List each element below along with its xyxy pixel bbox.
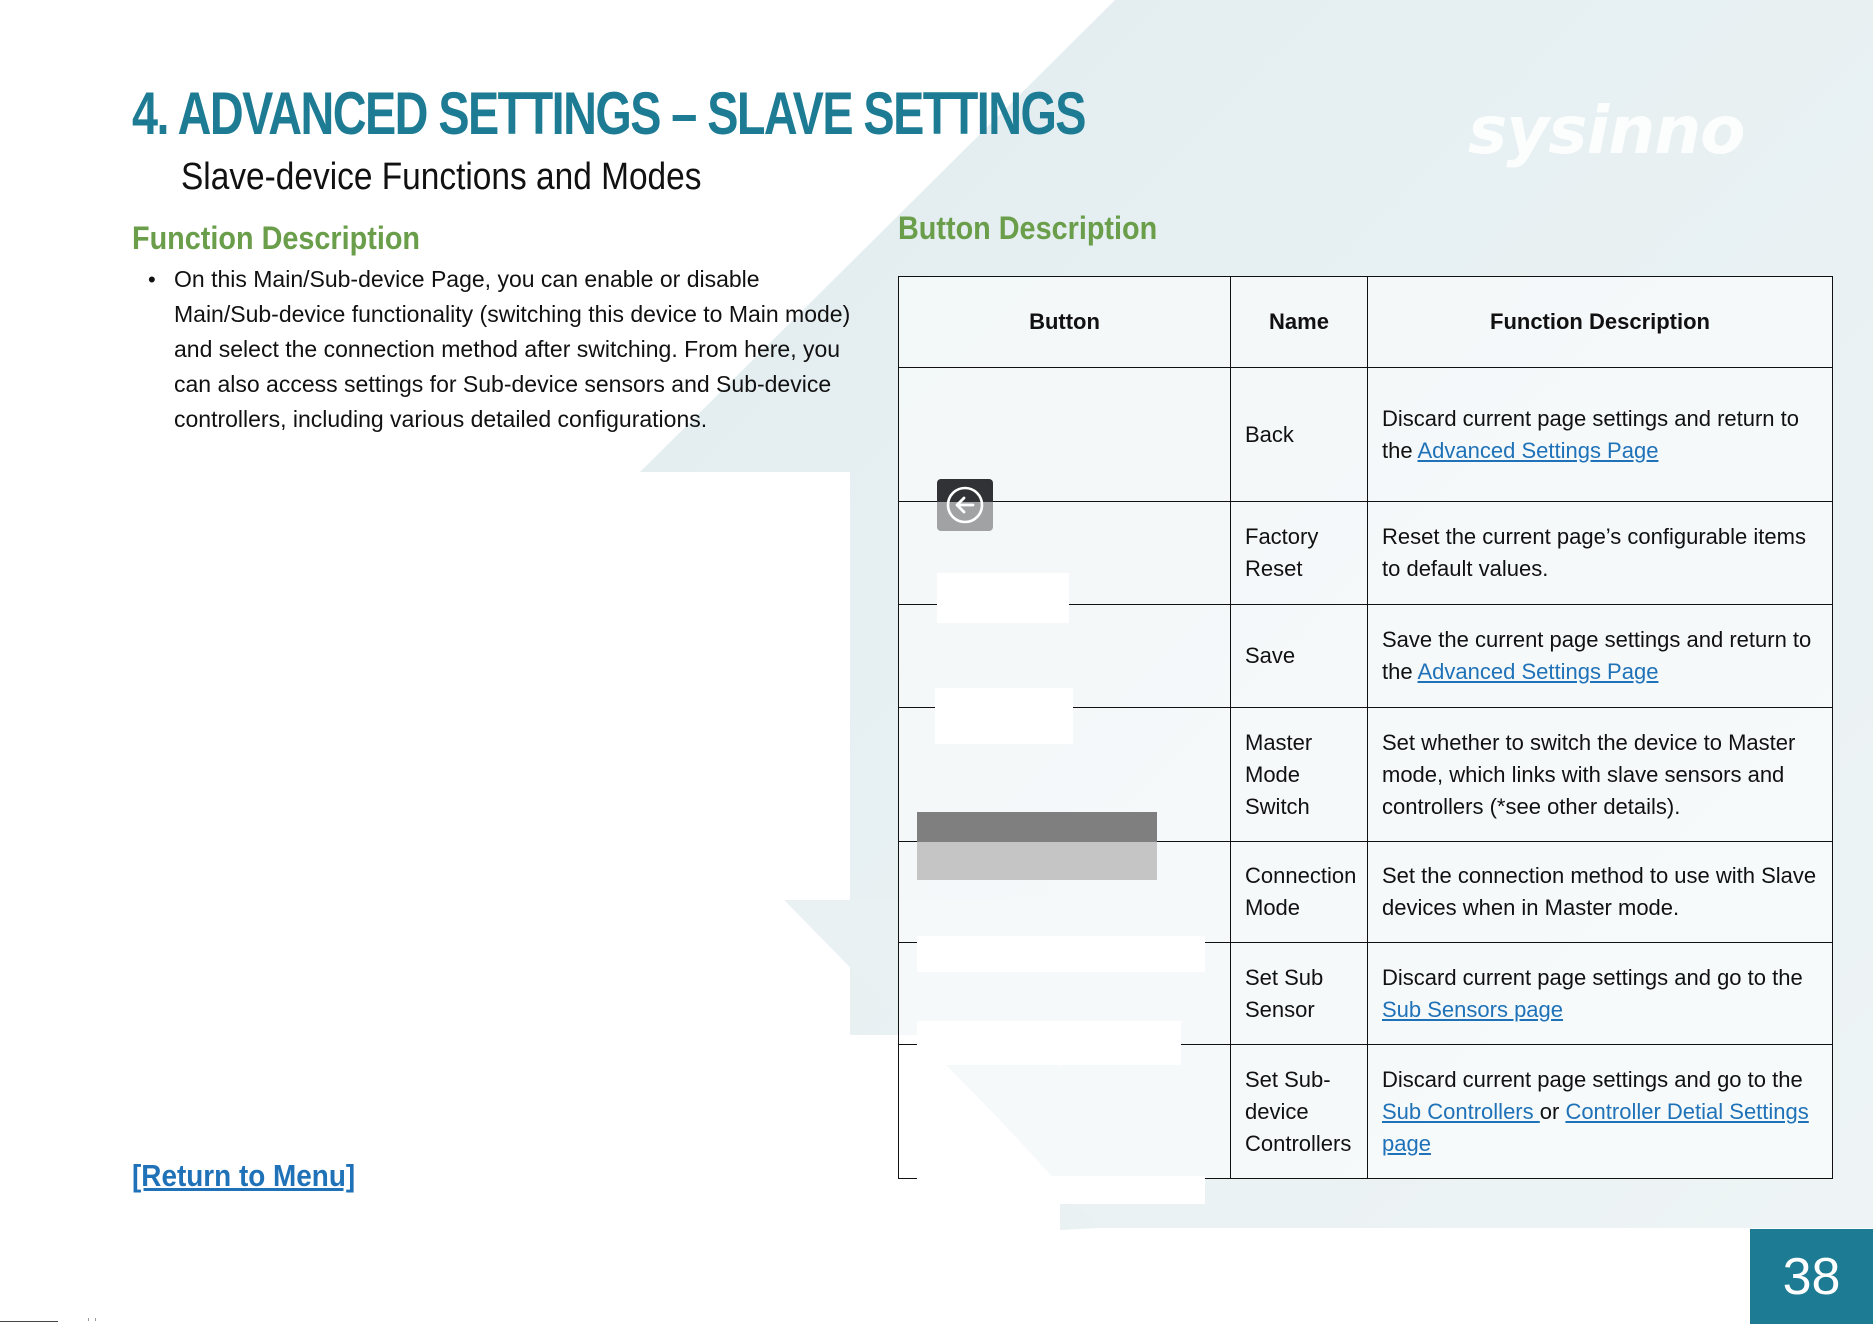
footer-line	[0, 1321, 58, 1322]
row-name-factory-reset: Factory Reset	[1231, 502, 1368, 605]
row-desc-back: Discard current page settings and return to the Advanced Settings Page	[1368, 368, 1833, 502]
connection-mode-image-cell	[899, 842, 1231, 943]
factory-reset-image-cell	[899, 502, 1231, 605]
table-row-connection-mode	[899, 842, 1833, 943]
page-subtitle: Slave-device Functions and Modes	[181, 156, 702, 198]
set-sub-device-controllers-image-cell	[899, 1045, 1231, 1179]
sub-controllers-link[interactable]: Sub Controllers	[1382, 1098, 1540, 1124]
table-row-master-mode-switch	[899, 708, 1833, 842]
page-title: 4. ADVANCED SETTINGS – SLAVE SETTINGS	[132, 80, 1085, 147]
column-header-function-description: Function Description	[1368, 277, 1833, 368]
table-row-save	[899, 605, 1833, 708]
row-name-connection-mode: Connection Mode	[1231, 842, 1368, 943]
row-name-master-mode-switch: Master Mode Switch	[1231, 708, 1368, 842]
set-sub-sensor-image-cell	[899, 943, 1231, 1045]
advanced-settings-page-link[interactable]: Advanced Settings Page	[1417, 659, 1659, 684]
set-sub-device-controllers-button[interactable]	[917, 1176, 1205, 1204]
master-mode-switch-image-cell	[899, 708, 1231, 842]
brand-watermark: sysinno	[1468, 92, 1745, 169]
table-row-set-sub-device-controllers	[899, 1045, 1833, 1179]
column-header-button: Button	[899, 277, 1231, 368]
page-number-badge: 38	[1750, 1229, 1873, 1324]
row-name-set-sub-device-controllers: Set Sub-device Controllers	[1231, 1045, 1368, 1179]
function-description-list	[132, 262, 852, 437]
button-description-heading: Button Description	[898, 210, 1158, 246]
return-to-menu-link[interactable]: [Return to Menu]	[132, 1158, 356, 1193]
row-desc-connection-mode: Set the connection method to use with Slave devices when in Master mode.	[1368, 842, 1833, 943]
row-name-save: Save	[1231, 605, 1368, 708]
save-image-cell	[899, 605, 1231, 708]
table-row-set-sub-sensor	[899, 943, 1833, 1045]
table-row-back	[899, 368, 1833, 502]
button-description-table	[898, 276, 1833, 1179]
row-name-set-sub-sensor: Set Sub Sensor	[1231, 943, 1368, 1045]
row-desc-save: Save the current page settings and return to the Advanced Settings Page	[1368, 605, 1833, 708]
row-name-back: Back	[1231, 368, 1368, 502]
table-header-row	[899, 277, 1833, 368]
function-description-heading: Function Description	[132, 220, 420, 256]
sub-sensors-page-link[interactable]: Sub Sensors page	[1382, 996, 1564, 1022]
advanced-settings-page-link[interactable]: Advanced Settings Page	[1417, 437, 1659, 463]
row-desc-factory-reset: Reset the current page’s configurable items to default values.	[1368, 502, 1833, 605]
row-desc-master-mode-switch: Set whether to switch the device to Master mode, which links with slave sensors and controllers (*see other details).	[1368, 708, 1833, 842]
function-description-item: • On this Main/Sub-device Page, you can enable or disable Main/Sub-device functionality (switching this device to Main mode) and select the connection method after switching. From here, you can also access settings for Sub-device sensors and Sub-device controllers, including various detailed configurations.	[132, 262, 852, 437]
row-desc-set-sub-device-controllers: Discard current page settings and go to the Sub Controllers or Controller Detial Settings page	[1368, 1045, 1833, 1179]
table-row-factory-reset	[899, 502, 1833, 605]
footer-mark	[88, 1318, 96, 1321]
controller-detail-settings-link[interactable]: Controller Detial Settings page	[1382, 1098, 1809, 1156]
column-header-name: Name	[1231, 277, 1368, 368]
back-button-image-cell	[899, 368, 1231, 502]
row-desc-set-sub-sensor: Discard current page settings and go to the Sub Sensors page	[1368, 943, 1833, 1045]
